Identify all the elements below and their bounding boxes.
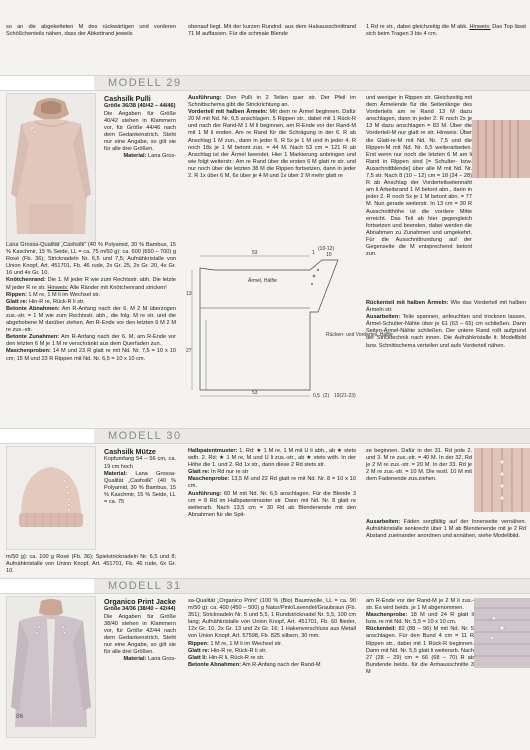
modell-29-c3-label-1: Rückenteil mit halben Ärmeln: (366, 300, 449, 306)
schema-top-right: (10-12) (318, 246, 335, 252)
modell-31-c2-label-1: Rippen: (188, 640, 209, 647)
modell-30-c2-label-1: Glatt re: (188, 469, 210, 476)
page-number: 86 (16, 713, 24, 720)
modell-29-c3-text-0: und weniger in Rippen str. Gleichzeitig mit dem Ärmelende für die Seitenlänge des Vorderteils am re Rand 13 M dazu anschlagen, dann in jeder 2. R noch 2x je 13 M dazu anschlagen = 83 M. Über die Vorderteil-M nur glatt re str. Hinweis: Über die Glatt-re-M mit Nd. Nr. 7,5 und die Rippen-M mit Nd. Nr. 6,5 weiterarbeiten. Erst wenn nur noch die letzten 6 M am li Rand in Rippen sind [= Schulter- bzw. Ausschnittblende] über alle M mit Nd. Nr. 7,5 str. Nach 8 (10 – 12) cm = 18 (24 – 28) R ab Anschlag der Vorderteilseitennaht am li Arbeitsrand 1 M betont abn., dann in jeder 2. R noch 5x je 1 M betont abn. = 77 M. Nun gerade weiterstr. In 13 cm = 30 R Ausschnitthöhe ist die vordere Mitte erreicht. Das Teil ab hier gegengleich fortsetzen und beenden, dabei werden die Abnahmen zu Zunahmen und umgekehrt. Für die Ausschnittrundung auf der Gegenseite die M entsprechend betont zun. (366, 95, 472, 258)
modell-29-intro: Die Angaben für Größe 40/42 stehen in Klammern vor, für Größe 44/46 nach dem Gedankenstrich. Steht nur eine Angabe, so gilt sie für alle drei Größen. (104, 110, 176, 152)
modell-30-c2-text-0: 1. Rd: ★ 1 M re, 1 M mit U li abh., ab ★ stets wdh. 2. Rd: ★ 1 M re, M und U li zus.-str., ab ★ stets wdh. In der Höhe die 1. und 2. Rd 1x str., dann diese 2 Rd stets str. (188, 448, 356, 469)
modell-30-band (0, 428, 530, 444)
knit-detail-photo-30 (474, 448, 530, 512)
modell-30-c3-text-1: Fäden sorgfältig auf der Innenseite vernähen. Aufnähkristalle senkrecht über 1 M ab Blendenende mit je 2 Rd Abstand zueinander anordnen und annähen, siehe Modellbild. (366, 519, 526, 540)
modell-29-material: Lana Grossa-Qualität „Cashsilk“ (40 % Polyamid, 30 % Bambus, 15 % Kaschmir, 15 % Seide, LL = ca. 75 m/50 g): ca. 600 (650 – 700) g Rosé (Fb. 36); Stricknadeln Nr. 6,5 und 7,5; Aufnähkristalle von Union Knopf, Art. 451701, Fb. 46 rude, 2x Gr. 25, 2x Gr. 20, 4x Gr. 16 und 4x Gr. 10. (6, 242, 176, 277)
modell-29-title: Cashsilk Pulli (104, 94, 151, 103)
modell-30-c2-text-3: 60 M mit Nd. Nr. 6,5 anschlagen. Für die Blende 3 cm = 8 Rd im Halbpatentmuster str. Dann mit Nd. Nr. 8 glatt re weiterarb. Nach 13,5 cm = 30 Rd ab Blendenende mit den Abnahmen für die Spit- (188, 490, 356, 518)
modell-29-glatt: Hin-R re, Rück-R li str. (29, 298, 85, 305)
modell-30-material-cont: m/50 g): ca. 100 g Rosé (Fb. 36); Spielstricknadeln Nr. 6,5 und 8; Aufnähkristalle von Union Knopf, Art. 451701, Fb. 46 rude, 6x Gr. 10. (6, 554, 176, 575)
sweater-photo (6, 93, 96, 243)
modell-31-c2-label-4: Betonte Abnahmen: (188, 661, 241, 668)
modell-31-c3-text-0: am R-Ende vor der Rand-M je 2 M li zus.-str. Es wird beids. je 1 M abgenommen. (366, 598, 474, 612)
modell-31-size: Größe 34/36 (38/40 – 42/44) (104, 606, 176, 613)
modell-30-col2 (188, 448, 356, 519)
schema-crystals (311, 269, 319, 285)
sweater-illustration (7, 94, 95, 242)
modell-30-col3-narrow (366, 448, 472, 483)
modell-31-col1 (104, 598, 176, 663)
modell-30-c2-text-1: In Rd nur re str (211, 469, 249, 476)
modell-29-hinweis-label: Hinweis: (47, 284, 69, 291)
modell-29-c3-text-1: Wie das Vorderteil mit halben Ärmeln str. (366, 300, 526, 314)
modell-30-col1-bottom (6, 554, 176, 575)
modell-29-col1-bottom (6, 242, 176, 363)
modell-31-label: MODELL 31 (108, 580, 182, 592)
modell-31-material: Lana Gros- (148, 656, 176, 663)
modell-29-knoetchen: Die 1. M jeder R wie zum Rechtsstr. abh. Die letzte M jeder R re str. (6, 277, 176, 291)
modell-31-intro: Die Angaben für Größe 38/40 stehen in Klammern vor, für Größe 42/44 nach dem Gedankenstrich. Steht nur eine Angabe, so gilt sie für alle drei Größen. (104, 613, 176, 655)
modell-31-c2-text-2: Hin-R re, Rück-R li str. (211, 647, 267, 654)
schema-dim-bottom-b: (2) (323, 393, 330, 399)
top-hinweis: Hinweis: (469, 24, 491, 30)
modell-30-size: Kopfumfang 54 – 56 cm, ca. 19 cm hoch (104, 456, 176, 470)
modell-31-c3-text-1: 18 M und 24 R glatt li bzw. re mit Nd. Nr. 5,5 = 10 x 10 cm. (366, 612, 475, 626)
schema-top-right-2: 10 (326, 252, 332, 258)
modell-29-hinweis: Alle Ränder mit Knötchenrand stricken! (69, 284, 167, 291)
modell-29-c2-text-0: Den Pulli in 2 Teilen quer str. Der Pfeil im Schnittschema gibt die Strickrichtung an. (188, 95, 356, 109)
knit-detail-photo-29 (472, 120, 530, 178)
top-text-col3c: Das Top lässt sich beim Tragen 3 bis 4 cm. (366, 24, 526, 38)
modell-31-c2-text-3: Hin-R li, Rück-R re str. (208, 654, 265, 661)
modell-30-c3-label-1: Ausarbeiten: (366, 519, 401, 525)
schema-label-arm: Ärmel, Hälfte (248, 278, 277, 284)
modell-29-material-label: Material: (123, 153, 147, 160)
top-text-col3 (366, 24, 526, 38)
modell-29-c2-label-1: Vorderteil mit halben Ärmeln: (188, 109, 268, 116)
modell-29-label: MODELL 29 (108, 77, 182, 89)
schema-dim-bottom-c: 19(21-23) (334, 393, 356, 399)
top-text-col1: so an die abgeketteten M des rückwärtigen und vorderen Schößchenteils nähen, dass der Abkettrand jeweils (6, 24, 176, 38)
modell-31-c2-label-3: Glatt li: (188, 654, 208, 661)
modell-29-rippen: 1 M re, 1 M li im Wechsel str. (28, 291, 101, 298)
schema-dim-13: 13 (186, 291, 192, 297)
modell-29-zun-label: Betonte Zunahmen: (6, 334, 60, 341)
modell-31-col3 (366, 598, 474, 676)
modell-29-band (0, 75, 530, 91)
modell-29-probe-label: Maschenproben: (6, 348, 51, 355)
modell-30-col1-top (104, 448, 176, 506)
modell-31-c2-label-2: Glatt re: (188, 647, 210, 654)
schema-dim-bottom-a: 0,5 (313, 393, 320, 399)
modell-31-c3-label-1: Maschenprobe: (366, 612, 408, 619)
modell-29-c2-label-0: Ausführung: (188, 95, 222, 101)
modell-29-knoetchen-label: Knötchenrand: (6, 277, 46, 284)
modell-29-zun: Am R-Anfang nach der 6. M, am R-Ende vor den letzten 6 M je 1 M re verschränkt aus dem Querfaden zun. (6, 334, 176, 348)
modell-29-abn-label: Betonte Abnahmen: (6, 305, 60, 312)
top-text-col2: obenauf liegt. Mit der kurzen Rundnd. aus dem Halsausschnittrand 71 M auffassen. Für die schmale Blende (188, 24, 356, 38)
modell-29-size: Größe 36/38 (40/42 – 44/46) (104, 103, 176, 110)
modell-29-material-start: Lana Gros- (148, 153, 176, 160)
knit-texture-31 (474, 598, 530, 668)
modell-29-rippen-label: Rippen: (6, 291, 27, 298)
modell-31-col2 (188, 598, 356, 669)
modell-30-c2-label-3: Ausführung: (188, 490, 222, 497)
modell-30-material-note: Lana Grossa-Qualität „Cashsilk“ (40 % Polyamid, 30 % Bambus, 15 % Kaschmir, 15 % Seide, LL = ca. 75 (104, 470, 176, 505)
modell-29-glatt-label: Glatt re: (6, 298, 28, 305)
modell-29-c3-label-2: Ausarbeiten: (366, 314, 401, 321)
modell-31-material-label: Material: (123, 656, 147, 663)
knit-texture-30 (474, 448, 530, 512)
modell-30-c2-text-2: 13,5 M und 22 Rd glatt re mit Nd. Nr. 8 = 10 x 10 cm. (188, 476, 357, 490)
modell-31-title: Organico Print Jacke (104, 597, 176, 606)
schema-label-body: Rücken- und Vorderteil, Hälfte (326, 332, 393, 338)
modell-29-probe: 14 M und 23 R glatt re mit Nd. Nr. 7,5 = 10 x 10 cm; 15 M und 23 R Rippen mit Nd. Nr. 6,5 = 10 x 10 cm. (6, 348, 176, 362)
schema-dim-27: 27 (186, 348, 192, 354)
hat-illustration (7, 447, 95, 549)
modell-30-c2-label-2: Maschenprobe: (188, 476, 230, 483)
modell-30-c3-text-0: ze beginnen. Dafür in der 31. Rd jede 2. und 3. M re zus.-str. = 40 M. In der 32. Rd je 2 M re zus.-str. = 20 M. In der 33. Rd je 2 M re zus.-str. = 10 M. Die restl. 10 M mit dem Fadenende zus.ziehen. (366, 448, 472, 483)
modell-31-band (0, 578, 530, 594)
modell-30-c2-label-0: Halbpatentmuster: (188, 448, 238, 454)
modell-31-c2-text-4: Am R-Anfang nach der Rand-M (242, 661, 321, 668)
top-text-col3a: 1 Rd re str., dabei gleichzeitig die M abk. (366, 24, 468, 30)
modell-31-c3-label-2: Rückenteil: (366, 626, 397, 633)
knit-detail-photo-31 (474, 598, 530, 668)
modell-29-col3-wide (366, 300, 526, 350)
modell-29-col2 (188, 95, 356, 180)
modell-31-c2-text-0: sa-Qualität „Organico Print“ (100 % (Bio) Baumwolle, LL = ca. 90 m/50 g): ca. 400 (450 – 500) g Natur/Pink/Lavendel/Graubraun (Fb. 351); Stricknadeln Nr. 5 und 5,5, 1 Rundstricknadel Nr. 5,5, 100 cm lang; Aufnähkristalle von Union Knopf, Art. 451701, Fb. 60 flieder, 12x Gr. 10, 2x Gr. 13 und 2x Gr. 16; 1 Hakenverschluss aus Metall von Union Knopf, Art. 57598, Fb. 825 silbern, 30 mm. (188, 598, 356, 640)
schema-dim-53-bottom: 53 (252, 390, 258, 396)
modell-29-col3-narrow (366, 95, 472, 258)
modell-29-c3-text-2: Teile spannen, anfeuchten und trocknen lassen. Ärmel-Schulter-Nähte über je 61 (63 – 65) cm schließen. Dann Seiten-Ärmel-Nähte schließen. Der untere Rand rollt aufgrund der Stricktechnik nach innen. Die Aufnähkristalle lt. Modellbild bzw. Schnittschema verteilen und aufs Vorderteil nähen. (366, 314, 527, 349)
modell-31-c2-text-1: 1 M re, 1 M li im Wechsel str. (210, 640, 283, 647)
schema-dim-1: 1 (312, 250, 315, 256)
modell-30-material-label: Material: (104, 470, 128, 477)
modell-30-title: Cashsilk Mütze (104, 447, 156, 456)
modell-29-col1-top (104, 95, 176, 160)
modell-29-c2-text-1: Mit dem re Ärmel beginnen. Dafür 20 M mit Nd. Nr. 6,5 anschlagen. 5 Rippen str., dabei mit 1 Rück-R und nach der Rand-M 1 M li beginnen, am R-Ende vor der Rand-M mit 1 M li enden. Am re Rand für die Schrägung in der 6. R ab Anschlag 1 M zun., dann in jeder 6. R 5x je 1 M und in jeder 4. R noch 18x je 1 M betont zun. = 44 M. Nach 53 cm = 121 R ab Anschlag ist der Ärmel beendet. Hier 1 Markierung anbringen und wie folgt weiterstr.: Am re Rand über die ersten 6 M glatt re str. und nur noch über die letzten 38 M die Rippen fortsetzen, dann in jeder 2. R 1x über 6 M, 6x über je 4 M und 1x über 2 M mehr glatt re (188, 109, 356, 180)
modell-30-col3-wide (366, 519, 526, 540)
modell-29-abn: Am R-Anfang nach der 6. M 2 M überzogen zus.-str. = 1 M wie zum Rechtsstr. abh., die folg. M re str. und die abgehobene M darüber ziehen. Am R-Ende vor den letzten 6 M 2 M re zus.-str. (6, 305, 177, 334)
modell-31-c3-text-2: 82 (88 – 96) M mit Nd. Nr. 5 anschlagen. Für den Bund 4 cm = 11 R Rippen str., dabei mit 1 Rück-R beginnen. Dann mit Nd. Nr. 5,5 glatt li weiterarb. Nach 27 (28 – 29) cm = 66 (68 – 70) R ab Bundende beids. für die Armausschnitte 3 M (366, 626, 475, 675)
schema-dim-53-top: 53 (252, 250, 258, 256)
knit-texture-29 (472, 120, 530, 178)
modell-30-label: MODELL 30 (108, 430, 182, 442)
hat-photo (6, 446, 96, 550)
